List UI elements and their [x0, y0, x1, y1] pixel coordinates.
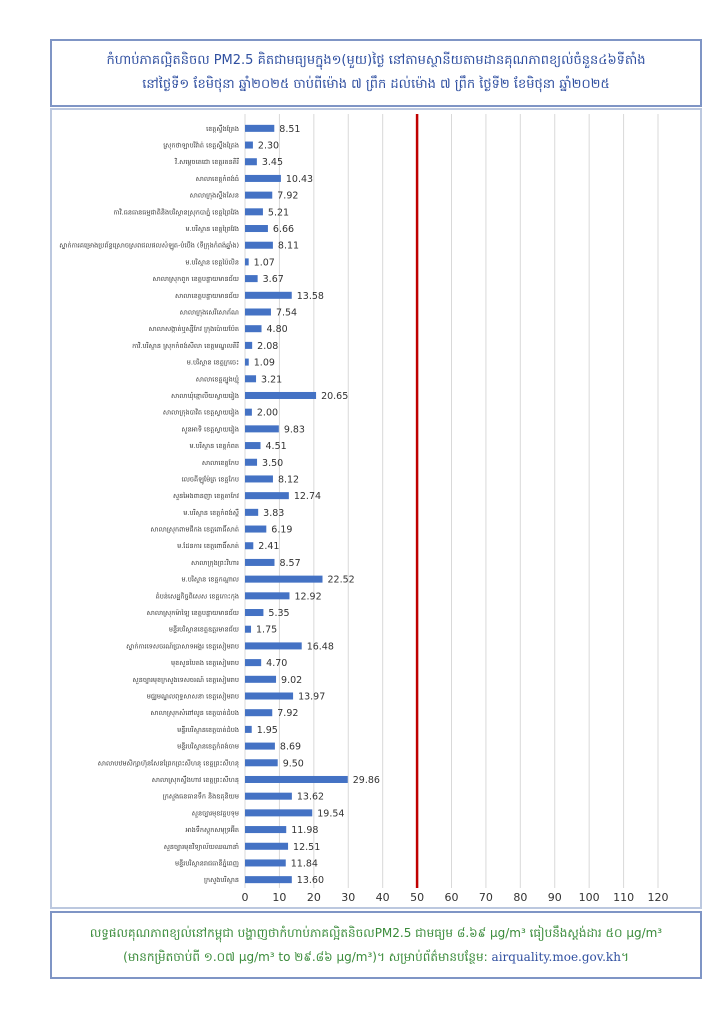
category-label: សួនច្បារមុខវិទ្យាល័យឈណានាំ: [163, 842, 239, 851]
value-label: 7.92: [277, 190, 299, 202]
category-label: សួនអៃងពានញា ខេត្តតាកែវ: [172, 492, 239, 501]
category-label: សាលាឃុំខ្មោលីយស្វាយរៀង: [171, 391, 239, 400]
value-label: 2.30: [257, 140, 280, 152]
bar: [245, 158, 257, 165]
bar: [245, 208, 263, 215]
summary-box: [50, 911, 702, 979]
value-label: 19.54: [317, 808, 345, 820]
category-label: ម.បរិស្ថាន ខេត្តកំពត: [189, 442, 239, 451]
value-label: 1.95: [256, 724, 278, 736]
value-label: 9.83: [283, 424, 305, 436]
title-line-1: កំហាប់ភាគល្អិតនិចល PM2.5 គិតជាមធ្យមក្នុង១(មួយ)ថ្ងៃ នៅតាមស្ថានីយតាមដានគុណភាពខ្យល់ចំនួន៤៦ទីតាំង: [106, 53, 646, 68]
x-tick-label: 110: [613, 891, 635, 904]
category-label: មន្ទីរបរិស្ថានខេត្តកំពង់ចាម: [177, 742, 239, 751]
value-label: 9.50: [282, 758, 304, 770]
value-label: 6.19: [271, 524, 293, 536]
value-label: 5.35: [268, 608, 290, 620]
value-label: 6.66: [272, 224, 295, 236]
value-label: 9.02: [281, 674, 303, 686]
x-tick-label: 100: [578, 891, 600, 904]
x-tick-label: 120: [647, 891, 669, 904]
value-label: 11.84: [290, 858, 318, 870]
x-tick-label: 10: [272, 891, 287, 904]
summary-line-1: លទ្ធផលគុណភាពខ្យល់នៅកម្ពុជា បង្ហាញថាកំហាប់ភាគល្អិតនិចលPM2.5 ជាមធ្យម ៨.៦៩ µg/m³ ធៀបនឹងស្តង់ដារ ៥០ µg/m³: [89, 926, 663, 940]
x-tick-label: 0: [241, 891, 249, 904]
category-label: កាវិ.ធនធានធម្មជាតិនិងបរិស្ថានស្រុកបាភ្នំ ខេត្តព្រៃវែង: [113, 208, 239, 217]
category-label: ម.បរិស្ថាន ខេត្តកំពង់ស្ពឺ: [183, 508, 239, 517]
bar: [245, 375, 256, 382]
bar: [245, 175, 281, 182]
value-label: 3.83: [263, 507, 285, 519]
bar: [245, 559, 274, 566]
value-label: 13.97: [298, 691, 326, 703]
category-label: សាលាក្រុងបាវិត ខេត្តស្វាយរៀង: [162, 408, 239, 417]
chart-title-box: [50, 39, 702, 107]
bar: [245, 609, 263, 616]
category-label: សាលាស្រុកម៉ាឡៃ ខេត្តបន្ទាយមានជ័យ: [146, 609, 239, 618]
value-label: 22.52: [327, 574, 355, 586]
x-tick-label: 60: [444, 891, 459, 904]
category-label: សាលាស្រុកពាមជីកង ខេត្តពោធិ៍សាត់: [150, 525, 239, 534]
category-label: ម.បរិស្ថាន ខេត្តព្រៃវែង: [185, 225, 239, 234]
bar: [245, 142, 253, 149]
value-label: 13.60: [296, 875, 325, 887]
value-label: 2.00: [256, 407, 279, 419]
category-label: ម.បរិស្ថាន ខេត្តក្រចេះ: [186, 358, 239, 367]
value-label: 8.12: [277, 474, 300, 486]
bar: [245, 876, 292, 883]
value-label: 2.08: [257, 340, 279, 352]
category-label: អាងទឹកស្តុកសមុទ្រអ៊ីត: [185, 826, 239, 835]
bar: [245, 826, 286, 833]
bar: [245, 776, 348, 783]
bar: [245, 626, 251, 633]
category-label: ស្នាក់ការទេសចរណ៍ប្រាសាទអង្គរ ខេត្តសៀមរាប: [126, 642, 239, 651]
bar: [245, 492, 289, 499]
category-label: មន្ទីរបរិស្ថានខេត្តឧត្តរមានជ័យ: [168, 625, 239, 634]
value-label: 3.67: [262, 274, 284, 286]
value-label: 16.48: [306, 641, 334, 653]
bar: [245, 342, 252, 349]
bar: [245, 125, 274, 132]
bar: [245, 759, 278, 766]
category-label: ស្រុកថាឡាបរិវ៉ាត់ ខេត្តស្ទឹងត្រែង: [163, 141, 239, 150]
bar: [245, 692, 293, 699]
value-label: 13.58: [296, 290, 324, 302]
category-label: សួនច្បារមុខក្រសួងទេសចរណ៍ ខេត្តសៀមរាប: [132, 675, 239, 684]
category-label: សាលាខេត្តបន្ទាយមានជ័យ: [175, 291, 239, 300]
bar: [245, 258, 249, 265]
category-label: សាលាស្រុកសំពៅលូន ខេត្តបាត់ដំបង: [150, 709, 239, 718]
category-label: សាលាក្រុងព្រះវិហារ: [191, 558, 239, 567]
category-label: សាលាបឋមសិក្សាហ៊ុនសែនព្រែកព្រះសីហនុ ខេត្តព្រះសីហនុ: [97, 759, 239, 768]
category-label: សាលាខេត្តកែប: [201, 458, 239, 467]
value-label: 20.65: [321, 390, 349, 402]
bar: [245, 843, 288, 850]
chart-area: [50, 108, 702, 909]
category-label: វិ.សម្តេចតេជោ ខេត្តរតនគិរី: [175, 158, 239, 167]
bar: [245, 225, 268, 232]
summary-line-2-end: ។: [620, 950, 629, 964]
value-label: 7.54: [275, 307, 298, 319]
bar: [245, 475, 273, 482]
category-label: មន្ទីរបរិស្ថានខេត្តបាត់ដំបង: [177, 725, 239, 734]
category-label: សាលាស្រុកស្ទឹងហាវ ខេត្តព្រះសីហនុ: [151, 775, 239, 784]
summary-line-2: [123, 945, 629, 969]
value-label: 4.80: [266, 324, 288, 336]
value-label: 1.07: [253, 257, 275, 269]
category-label: សាលាខេត្តត្បូងឃ្មុំ: [195, 375, 239, 384]
x-tick-label: 20: [306, 891, 321, 904]
x-tick-label: 30: [341, 891, 356, 904]
bar: [245, 709, 272, 716]
value-label: 8.51: [279, 123, 301, 135]
category-label: ម.បរិស្ថាន ខេត្តប៉ៃលិន: [185, 258, 239, 267]
category-label: ម.ដែនការ ខេត្តពោធិ៍សាត់: [177, 542, 239, 551]
bar: [245, 459, 257, 466]
x-tick-label: 50: [410, 891, 425, 904]
bar: [245, 509, 258, 516]
category-label: សាលាខេត្តកំពង់ធំ: [195, 174, 239, 183]
category-label: លេចគីឡូម៉ែត្រ ខេត្តកែប: [181, 475, 239, 484]
category-label: សាលាសង្កាត់ឬស្សីកែវ ក្រុងប៉ោយប៉ែត: [148, 325, 239, 334]
value-label: 8.69: [279, 741, 302, 753]
bar: [245, 642, 302, 649]
category-label: តំបន់សេដ្ឋកិច្ចពិសេស ខេត្តកោះកុង: [155, 592, 239, 601]
bar: [245, 242, 273, 249]
bar: [245, 192, 272, 199]
x-tick-label: 40: [375, 891, 390, 904]
bar: [245, 726, 252, 733]
value-label: 12.51: [293, 841, 321, 853]
value-label: 1.75: [256, 624, 278, 636]
bar: [245, 308, 271, 315]
bar: [245, 659, 261, 666]
category-label: សាលាក្រុងស្ទឹងសែន: [189, 191, 239, 200]
bar: [245, 409, 252, 416]
value-label: 5.21: [267, 207, 290, 219]
value-label: 3.21: [261, 374, 283, 386]
value-label: 2.41: [258, 541, 280, 553]
x-tick-label: 80: [513, 891, 528, 904]
bar: [245, 592, 289, 599]
bar: [245, 292, 292, 299]
pm25-bar-chart: [52, 110, 700, 907]
value-label: 10.43: [285, 173, 314, 185]
value-label: 8.11: [277, 240, 300, 252]
summary-line-2-text: (មានកម្រិតចាប់ពី ១.០៧ µg/m³ to ២៩.៨៦ µg/m³)។ សម្រាប់ព័ត៌មានបន្ថែម:: [123, 950, 488, 964]
category-label: កាវិ.បរិស្ថាន ស្រុកកំពង់សីលា ខេត្តមណ្ឌលគិរី: [132, 341, 239, 350]
bar: [245, 359, 249, 366]
category-label: សាលាក្រុងសេរីសោភ័ណ: [179, 308, 239, 317]
bar: [245, 676, 276, 683]
category-label: ម.បរិស្ថាន ខេត្តកណ្តាល: [181, 575, 239, 584]
value-label: 12.92: [294, 591, 322, 603]
value-label: 4.70: [266, 658, 288, 670]
value-label: 3.50: [262, 457, 284, 469]
category-label: មុខសួនបៃតង ខេត្តសៀមរាប: [171, 659, 239, 668]
bar: [245, 526, 266, 533]
value-label: 8.57: [279, 557, 301, 569]
x-tick-label: 90: [547, 891, 562, 904]
title-line-2: នៅថ្ងៃទី១ ខែមិថុនា ឆ្នាំ២០២៥ ចាប់ពីម៉ោង ៧ ព្រឹក ដល់ម៉ោង ៧ ព្រឹក ថ្ងៃទី២ ខែមិថុនា ឆ្នាំ២០២៥: [142, 77, 610, 92]
bar: [245, 392, 316, 399]
bar: [245, 325, 262, 332]
bar: [245, 576, 323, 583]
value-label: 4.51: [265, 441, 287, 453]
bar: [245, 793, 292, 800]
value-label: 7.92: [277, 708, 299, 720]
category-label: ក្រសួងធនធានទឹក និងឧតុនិយម: [162, 792, 239, 801]
bar: [245, 859, 286, 866]
value-label: 29.86: [352, 774, 380, 786]
category-label: សាលាស្រុកពួក ខេត្តបន្ទាយមានជ័យ: [152, 275, 239, 284]
category-label: សួនអាទិ ខេត្តស្វាយរៀង: [181, 425, 239, 434]
category-label: ខេត្តស្ទឹងត្រែង: [206, 124, 239, 133]
bar: [245, 542, 253, 549]
bar: [245, 743, 275, 750]
category-label: មជ្ឈមណ្ឌលពុទ្ធសាសនា ខេត្តសៀមរាប: [146, 692, 239, 701]
bar: [245, 275, 258, 282]
bar: [245, 442, 261, 449]
value-label: 13.62: [296, 791, 325, 803]
airquality-link[interactable]: airquality.moe.gov.kh: [491, 950, 621, 964]
bar: [245, 425, 279, 432]
category-label: សួនច្បារមុខវត្តបទុម: [191, 809, 239, 818]
category-label: ក្រសួងបរិស្ថាន: [204, 876, 239, 885]
value-label: 11.98: [291, 825, 319, 837]
bar: [245, 809, 312, 816]
category-label: ស្នាក់ការគម្រោងប្រព័ន្ធស្រោចស្រពជលផលសំឡូត-បំបើង (ទីក្រុងកំពង់ឆ្នាំង): [59, 241, 239, 250]
value-label: 1.09: [253, 357, 275, 369]
x-tick-label: 70: [478, 891, 493, 904]
value-label: 12.74: [293, 491, 322, 503]
category-label: មន្ទីរបរិស្ថានរាជធានីភ្នំពេញ: [175, 859, 239, 868]
value-label: 3.45: [261, 157, 284, 169]
